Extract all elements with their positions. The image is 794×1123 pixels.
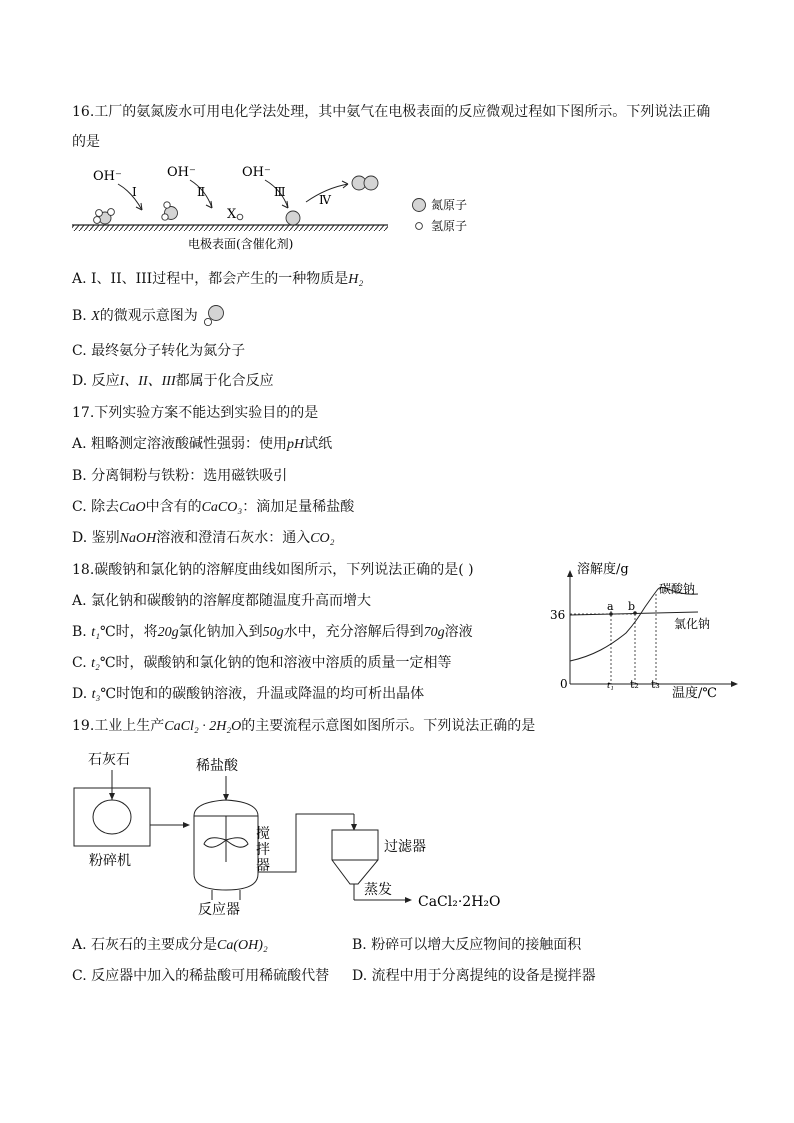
q18-option-b[interactable]: [72, 622, 473, 643]
q16-option-d-tail: 都属于化合反应: [175, 373, 274, 389]
nh3-molecule: [94, 209, 115, 224]
q19-option-d[interactable]: D. 流程中用于分离提纯的设备是搅拌器: [352, 968, 596, 984]
q17-option-d-text: D. 鉴别: [72, 530, 120, 546]
q18-option-b-v1: 20g: [157, 625, 179, 640]
q19-stem-post: 的主要流程示意图如图所示。下列说法正确的是: [241, 718, 536, 734]
q17-option-d[interactable]: [72, 528, 335, 549]
q16-option-d-text: D. 反应: [72, 373, 120, 389]
step-label-2: Ⅱ: [197, 185, 206, 199]
q18-option-c-text: ℃时，碳酸钠和氯化钠的饱和溶液中溶质的质量一定相等: [99, 655, 452, 671]
q19-stem: [72, 716, 535, 737]
step-label-4: Ⅳ: [319, 193, 331, 207]
filter-label: 过滤器: [384, 839, 426, 855]
x-tick-t3: t₃: [651, 678, 660, 691]
evaporate-label: 蒸发: [364, 882, 392, 898]
q19-stem-pre: 19.工业上生产: [72, 718, 165, 734]
q19-option-a-formula: Ca(OH)₂: [217, 938, 268, 953]
q16-option-b[interactable]: [72, 304, 226, 330]
crusher-label: 粉碎机: [89, 853, 131, 869]
q17-stem: 17.下列实验方案不能达到实验目的的是: [72, 405, 319, 421]
q16-stem-line2: 的是: [72, 134, 100, 150]
x-label: X: [227, 207, 237, 222]
q18-option-d-t: t₃: [91, 687, 101, 702]
q19-option-c[interactable]: C. 反应器中加入的稀盐酸可用稀硫酸代替: [72, 968, 330, 984]
x-axis-label: 温度/℃: [672, 686, 717, 701]
q17-option-b[interactable]: B. 分离铜粉与铁粉：选用磁铁吸引: [72, 468, 288, 484]
q18-option-a[interactable]: A. 氯化钠和碳酸钠的溶解度都随温度升高而增大: [72, 593, 372, 609]
q16-option-d-vars: I、II、III: [119, 374, 176, 389]
q17-option-c-var2: CaCO₃: [201, 500, 243, 515]
q16-option-a[interactable]: [72, 269, 363, 290]
q16-option-a-text: A. I、II、III过程中，都会产生的一种物质是: [72, 271, 349, 287]
stirrer-label-1: 搅: [256, 826, 270, 842]
q16-diagram: [70, 158, 490, 258]
point-b-label: b: [628, 600, 636, 613]
filter-funnel: [332, 830, 378, 884]
stirrer-label-3: 器: [256, 858, 270, 874]
y-axis-label: 溶解度/g: [577, 562, 629, 577]
q18-option-b-text4: 溶液: [444, 624, 473, 640]
series-na2co3-label: 碳酸钠: [659, 582, 696, 596]
legend-n-icon: [413, 199, 426, 212]
q19-option-a[interactable]: [72, 935, 268, 956]
step-label-1: I: [132, 185, 137, 199]
q17-option-c[interactable]: [72, 497, 354, 518]
series-nacl-label: 氯化钠: [674, 617, 711, 631]
arrow-step-1: [118, 184, 142, 210]
q18-option-c-t: t₂: [91, 656, 100, 671]
legend-n-label: 氮原子: [431, 198, 468, 212]
y-tick-36: 36: [550, 608, 566, 622]
q17-option-a-var: pH: [287, 437, 305, 452]
q16-option-b-var: X: [91, 309, 100, 324]
q18-stem: 18.碳酸钠和氯化钠的溶解度曲线如图所示，下列说法正确的是( ): [72, 562, 474, 578]
q18-option-b-prefix: B.: [72, 624, 92, 640]
q17-option-c-var1: CaO: [119, 500, 146, 515]
nh-molecule: [237, 214, 243, 220]
q16-stem-line1: 16.工厂的氨氮废水可用电化学法处理，其中氨气在电极表面的反应微观过程如下图所示。下列说法正确: [72, 104, 711, 120]
q17-option-d-var1: NaOH: [119, 531, 157, 546]
q19-stem-formula: CaCl₂ · 2H₂O: [164, 719, 242, 734]
step-label-3: Ⅲ: [274, 185, 286, 199]
limestone-label: 石灰石: [88, 752, 130, 768]
q18-option-b-text1: ℃时，将: [99, 624, 158, 640]
x-molecule-icon: [202, 304, 226, 330]
q17-option-a[interactable]: [72, 434, 332, 455]
q16-option-a-formula: H₂: [348, 272, 364, 287]
nh2-molecule: [162, 202, 178, 220]
q17-option-a-text: A. 粗略测定溶液酸碱性强弱：使用: [72, 436, 288, 452]
reactor-label: 反应器: [198, 902, 240, 918]
oh-label-3: OH⁻: [242, 165, 271, 180]
q16-option-b-text: 的微观示意图为: [99, 308, 198, 324]
q17-option-c-tail: ：滴加足量稀盐酸: [242, 499, 355, 515]
q17-option-a-tail: 试纸: [304, 436, 333, 452]
q17-option-c-mid: 中含有的: [145, 499, 202, 515]
q17-option-c-text: C. 除去: [72, 499, 120, 515]
oh-label-1: OH⁻: [93, 169, 122, 184]
q17-option-d-mid: 溶液和澄清石灰水：通入: [156, 530, 311, 546]
q18-option-c-prefix: C.: [72, 655, 92, 671]
n-atom: [286, 211, 300, 225]
q18-option-d-prefix: D.: [72, 686, 92, 702]
q17-option-d-var2: CO₂: [310, 531, 335, 546]
q18-option-b-t: t₁: [91, 625, 100, 640]
q18-option-c[interactable]: [72, 653, 452, 674]
x-tick-t2: t₂: [630, 678, 639, 691]
point-a-label: a: [607, 600, 614, 613]
x-tick-t1: t₁: [607, 679, 614, 691]
acid-label: 稀盐酸: [196, 758, 238, 774]
q16-option-c[interactable]: C. 最终氨分子转化为氮分子: [72, 343, 246, 359]
q19-option-a-text: A. 石灰石的主要成分是: [72, 937, 218, 953]
q18-option-d-text: ℃时饱和的碳酸钠溶液，升温或降温的均可析出晶体: [100, 686, 425, 702]
q16-option-d[interactable]: [72, 371, 274, 392]
stirrer-label-2: 拌: [256, 842, 270, 858]
oh-label-2: OH⁻: [167, 165, 196, 180]
q18-option-b-v2: 50g: [262, 625, 284, 640]
q18-option-b-text2: 氯化钠加入到: [178, 624, 263, 640]
n2-molecule: [352, 176, 378, 190]
q19-option-b[interactable]: B. 粉碎可以增大反应物间的接触面积: [352, 937, 582, 953]
q19-flow-diagram: [66, 744, 516, 924]
origin-label: 0: [560, 677, 568, 691]
q18-option-b-text3: 水中，充分溶解后得到: [283, 624, 424, 640]
legend-h-icon: [416, 223, 423, 230]
product-label: CaCl₂·2H₂O: [418, 894, 501, 910]
surface-label: 电极表面(含催化剂): [188, 237, 294, 251]
q16-option-b-prefix: B.: [72, 308, 92, 324]
legend-h-label: 氢原子: [431, 219, 468, 233]
q18-option-b-v3: 70g: [423, 625, 445, 640]
solubility-chart: [548, 556, 748, 706]
q18-option-d[interactable]: [72, 684, 424, 705]
